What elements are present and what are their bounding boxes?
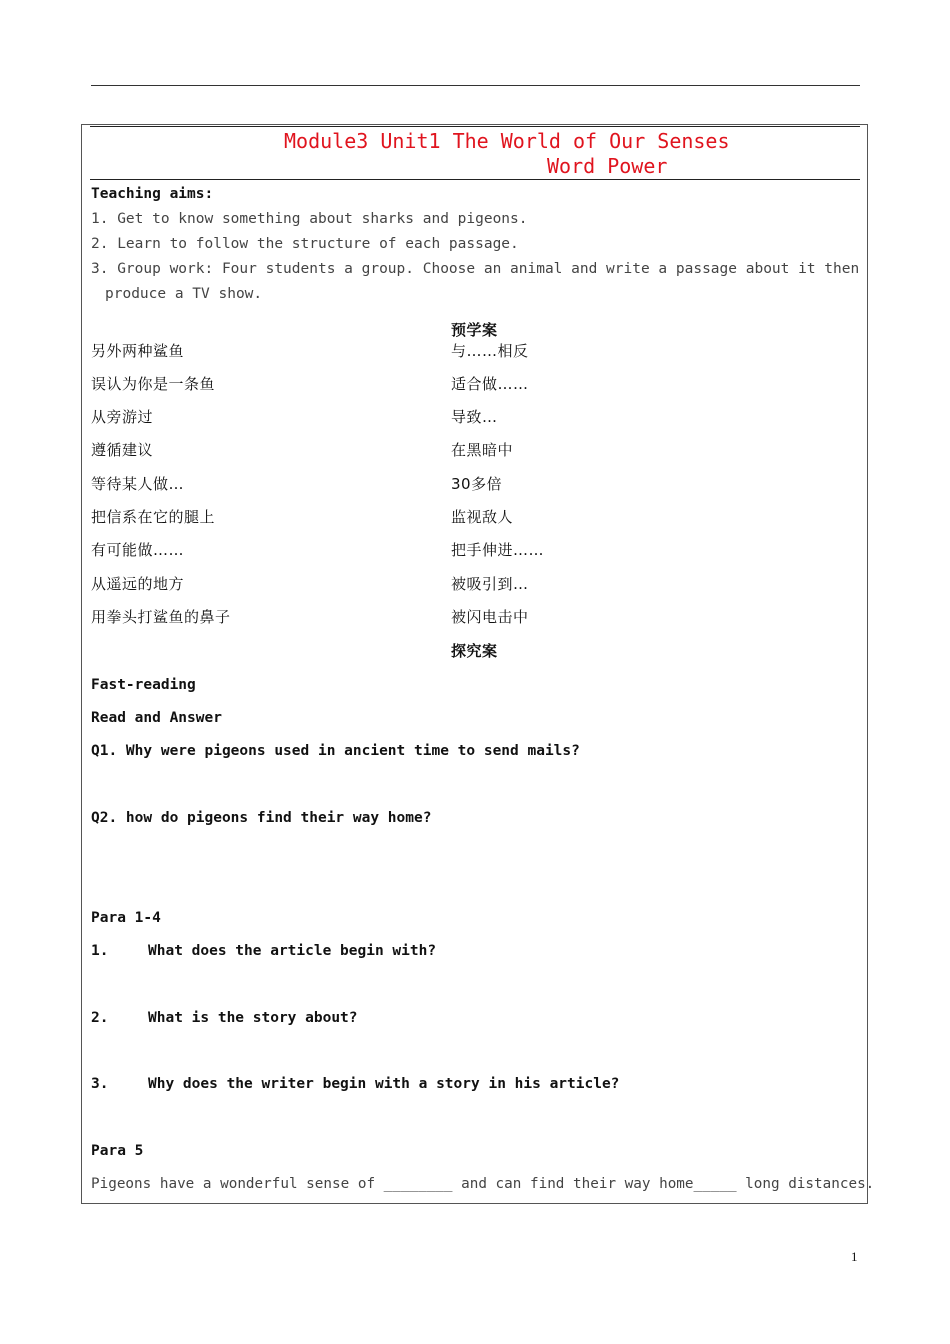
preview-left-item: 另外两种鲨鱼 [91,342,185,360]
preview-right-item: 导致… [451,408,498,426]
preview-left-item: 从旁游过 [91,408,154,426]
preview-right-item: 被吸引到… [451,575,529,593]
preview-right-item: 适合做…… [451,375,529,393]
para-question-text: What is the story about? [148,1010,358,1026]
title-bottom-rule [90,179,860,180]
title-top-rule [90,126,860,127]
question-2: Q2. how do pigeons find their way home? [91,810,432,826]
para-question-text: What does the article begin with? [148,943,437,959]
para-question-number: 2. [91,1010,109,1026]
aim-item-3-continued: produce a TV show. [105,286,263,302]
fast-reading-heading: Fast-reading [91,677,196,693]
para-5-heading: Para 5 [91,1143,144,1159]
aim-item-3: 3. Group work: Four students a group. Choose an animal and write a passage about it then [91,261,860,277]
preview-left-item: 等待某人做… [91,475,185,493]
preview-heading: 预学案 [451,321,498,339]
preview-right-item: 监视敌人 [451,508,514,526]
preview-left-item: 遵循建议 [91,441,154,459]
preview-right-item: 在黑暗中 [451,441,514,459]
aim-item-1: 1. Get to know something about sharks and pigeons. [91,211,528,227]
preview-left-item: 误认为你是一条鱼 [91,375,216,393]
para-5-fill-in-text: Pigeons have a wonderful sense of ________ and can find their way home_____ long distances. [91,1176,875,1192]
explore-heading: 探究案 [451,642,498,660]
page-header-rule [91,85,860,86]
preview-right-item: 把手伸进…… [451,541,545,559]
preview-right-item: 与……相反 [451,342,529,360]
para-question-text: Why does the writer begin with a story in his article? [148,1076,620,1092]
preview-left-item: 把信系在它的腿上 [91,508,216,526]
teaching-aims-heading: Teaching aims: [91,186,214,202]
preview-left-item: 从遥远的地方 [91,575,185,593]
para-1-4-heading: Para 1-4 [91,910,161,926]
preview-left-item: 有可能做…… [91,541,185,559]
para-question-number: 1. [91,943,109,959]
title-line-1: Module3 Unit1 The World of Our Senses [284,129,730,153]
page-number: 1 [851,1249,858,1264]
para-question-number: 3. [91,1076,109,1092]
question-1: Q1. Why were pigeons used in ancient time to send mails? [91,743,580,759]
title-line-2: Word Power [547,154,668,178]
read-answer-heading: Read and Answer [91,710,222,726]
aim-item-2: 2. Learn to follow the structure of each passage. [91,236,519,252]
preview-left-item: 用拳头打鲨鱼的鼻子 [91,608,231,626]
preview-right-item: 30多倍 [451,475,503,493]
preview-right-item: 被闪电击中 [451,608,529,626]
